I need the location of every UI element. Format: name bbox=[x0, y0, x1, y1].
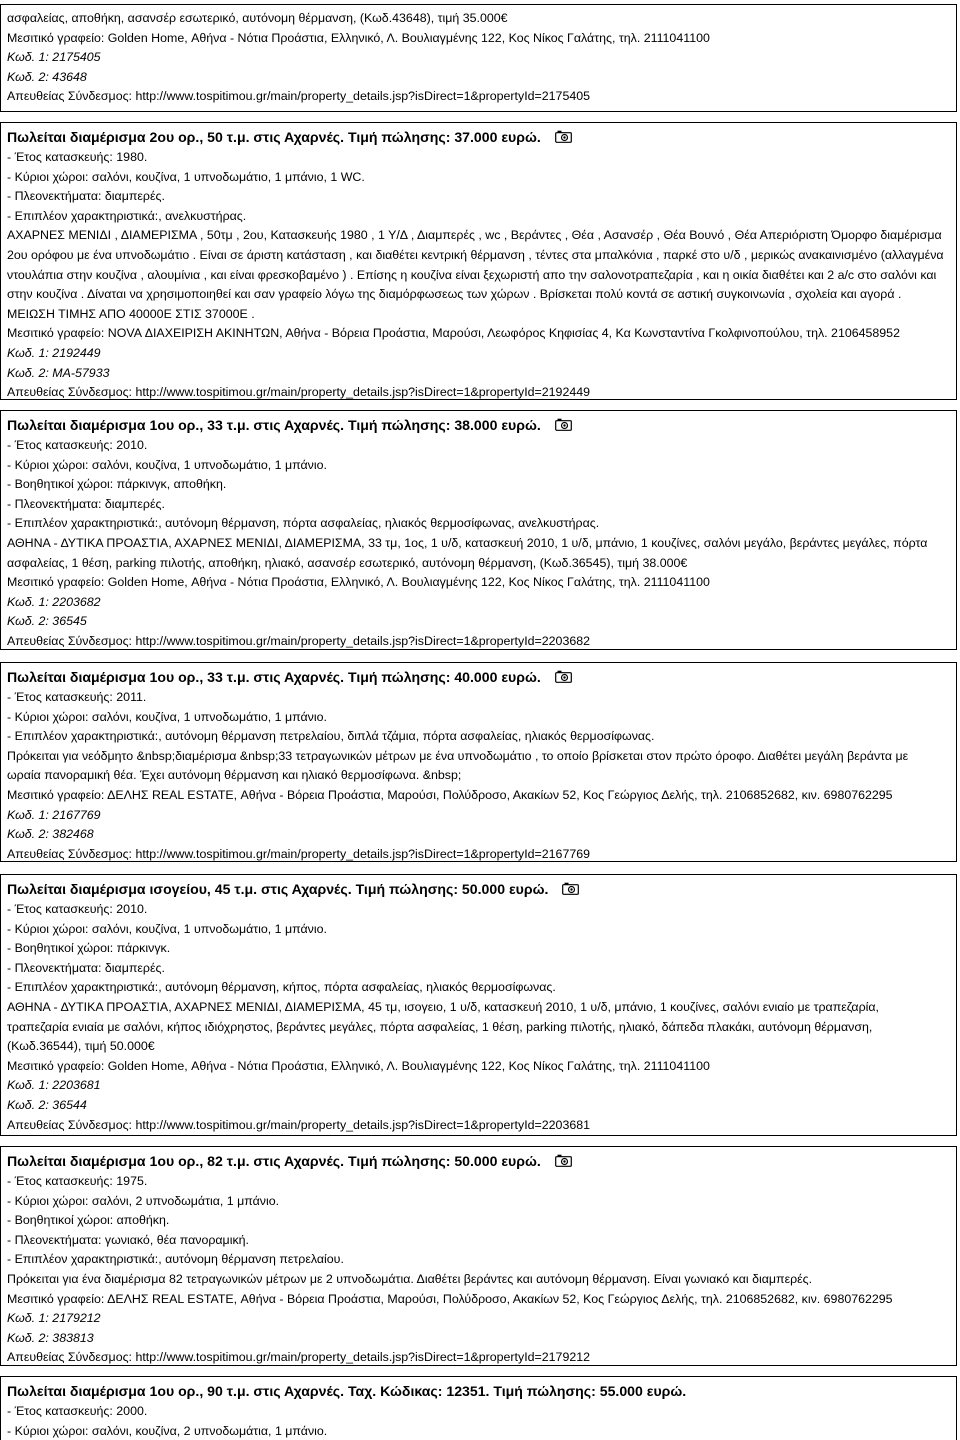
feature-item: - Έτος κατασκευής: 2010. bbox=[7, 902, 148, 916]
listing-card bbox=[0, 1146, 957, 1366]
feature-item: - Κύριοι χώροι: σαλόνι, κουζίνα, 2 υπνοδωμάτια, 1 μπάνιο. bbox=[7, 1423, 328, 1438]
listing-title bbox=[7, 878, 956, 900]
code-2: Κωδ. 2: 43648 bbox=[7, 69, 87, 84]
code-1: Κωδ. 1: 2179212 bbox=[7, 1311, 101, 1326]
code-1: Κωδ. 1: 2167769 bbox=[7, 807, 101, 822]
camera-icon[interactable] bbox=[555, 670, 572, 683]
agency-text: Μεσιτικό γραφείο: NOVA ΔΙΑΧΕΙΡΙΣΗ ΑΚΙΝΗΤΩΝ, Αθήνα - Βόρεια Προάστια, Μαρούσι, Λεωφόρος Κηφισίας 4, Κα Κωνσταντίνα Γκολφινοπούλου, τηλ. 2106458952 bbox=[7, 326, 900, 341]
listing-title-text: Πωλείται διαμέρισμα 1ου ορ., 82 τ.μ. στις Αχαρνές. Τιμή πώλησης: 50.000 ευρώ. bbox=[7, 1153, 541, 1169]
listing-title-text: Πωλείται διαμέρισμα 2ου ορ., 50 τ.μ. στις Αχαρνές. Τιμή πώλησης: 37.000 ευρώ. bbox=[7, 129, 541, 145]
feature-item: - Βοηθητικοί χώροι: πάρκινγκ. bbox=[7, 941, 171, 956]
code-2: Κωδ. 2: 382468 bbox=[7, 827, 94, 842]
feature-item: - Κύριοι χώροι: σαλόνι, κουζίνα, 1 υπνοδωμάτιο, 1 μπάνιο, 1 WC. bbox=[7, 169, 365, 184]
listing-title bbox=[7, 414, 956, 436]
direct-link[interactable]: Απευθείας Σύνδεσμος: http://www.tospitimou.gr/main/property_details.jsp?isDirect=1&propertyId=2175405 bbox=[7, 89, 591, 104]
feature-item: - Επιπλέον χαρακτηριστικά:, αυτόνομη θέρμανση πετρελαίου, διπλά τζάμια, πόρτα ασφαλείας, ηλιακός θερμοσίφωνας. bbox=[7, 729, 655, 744]
feature-item: - Επιπλέον χαρακτηριστικά:, ανελκυστήρας. bbox=[7, 208, 247, 223]
feature-item: - Πλεονεκτήματα: γωνιακό, θέα πανοραμική. bbox=[7, 1232, 249, 1247]
direct-link[interactable]: Απευθείας Σύνδεσμος: http://www.tospitimou.gr/main/property_details.jsp?isDirect=1&propertyId=2192449 bbox=[7, 385, 591, 400]
listing-title-text: Πωλείται διαμέρισμα 1ου ορ., 33 τ.μ. στις Αχαρνές. Τιμή πώλησης: 40.000 ευρώ. bbox=[7, 669, 541, 685]
code-2: Κωδ. 2: 36545 bbox=[7, 614, 87, 629]
listing-title-text: Πωλείται διαμέρισμα ισογείου, 45 τ.μ. στις Αχαρνές. Τιμή πώλησης: 50.000 ευρώ. bbox=[7, 881, 549, 897]
agency-text: Μεσιτικό γραφείο: Golden Home, Αθήνα - Νότια Προάστια, Ελληνικό, Λ. Βουλιαγμένης 122, Κος Νίκος Γαλάτης, τηλ. 2111041100 bbox=[7, 575, 710, 590]
listing-title bbox=[7, 1150, 956, 1172]
feature-item: - Κύριοι χώροι: σαλόνι, κουζίνα, 1 υπνοδωμάτιο, 1 μπάνιο. bbox=[7, 709, 327, 724]
feature-item: - Κύριοι χώροι: σαλόνι, κουζίνα, 1 υπνοδωμάτιο, 1 μπάνιο. bbox=[7, 457, 327, 472]
feature-item: - Έτος κατασκευής: 1980. bbox=[7, 150, 148, 164]
camera-icon[interactable] bbox=[555, 130, 572, 143]
listing-title bbox=[7, 666, 956, 688]
feature-item: - Κύριοι χώροι: σαλόνι, κουζίνα, 1 υπνοδωμάτιο, 1 μπάνιο. bbox=[7, 921, 327, 936]
description-text: ΑΧΑΡΝΕΣ ΜΕΝΙΔΙ , ΔΙΑΜΕΡΙΣΜΑ , 50τμ , 2ου, Κατασκευής 1980 , 1 Υ/Δ , Διαμπερές , wc , Βεράντες , Θέα , Ασανσέρ , Θέα Βουνό , Θέα Απεριόριστη Όμορφο διαμέρισμα 2ου ορόφου με ένα υπνοδωμάτιο . Είναι σε άριστη κατάσταση , και διαθέτει κεντρική θέρμανση , τέντες στα μπαλκόνια , παρκέ στο υ/δ , μερικώς ανακαινισμένο (αλλαγμένα ντουλάπια στην κουζίνα , αλουμίνια , και είναι φρεσκοβαμένο ) . Επίσης η κουζίνα είναι ξεχωριστή απο την σαλονοτραπεζαρία , και η οικία διαθέτει και 2 a/c στο σαλόνι και στην κουζίνα . Δίναται να χρησιμοποιηθεί και σαν γραφείο λόγω της διαμόρφωσεως των χώρων . Βρίσκεται πολύ κοντά σε αστική συγκοινωνία , σχολεία και αγορά . ΜΕΙΩΣΗ ΤΙΜΗΣ ΑΠΟ 40000Ε ΣΤΙΣ 37000Ε . bbox=[7, 228, 944, 321]
code-1: Κωδ. 1: 2192449 bbox=[7, 345, 101, 360]
code-2: Κωδ. 2: 383813 bbox=[7, 1330, 94, 1345]
listing-title bbox=[7, 126, 956, 148]
listing-title: Πωλείται διαμέρισμα 1ου ορ., 90 τ.μ. στις Αχαρνές. Ταχ. Κώδικας: 12351. Τιμή πώλησης: 55.000 ευρώ. bbox=[7, 1383, 687, 1399]
description-text: ΑΘΗΝΑ - ΔΥΤΙΚΑ ΠΡΟΑΣΤΙΑ, ΑΧΑΡΝΕΣ ΜΕΝΙΔΙ, ΔΙΑΜΕΡΙΣΜΑ, 33 τμ, 1ος, 1 υ/δ, κατασκευή 2010, 1 υ/δ, μπάνιο, 1 κουζίνες, σαλόνι μεγάλο, βεράντες μεγάλες, πόρτα ασφαλείας, 1 θέση, parking πιλοτής, αποθήκη, ηλιακό, ασανσέρ εσωτερικό, αυτόνομη θέρμανση, (Κωδ.36545), τιμή 38.000€ bbox=[7, 535, 928, 570]
agency-text: Μεσιτικό γραφείο: Golden Home, Αθήνα - Νότια Προάστια, Ελληνικό, Λ. Βουλιαγμένης 122, Κος Νίκος Γαλάτης, τηλ. 2111041100 bbox=[7, 1058, 710, 1073]
feature-item: - Πλεονεκτήματα: διαμπερές. bbox=[7, 960, 165, 975]
code-2: Κωδ. 2: 36544 bbox=[7, 1097, 87, 1112]
description-text: Πρόκειται για ένα διαμέρισμα 82 τετραγωνικών μέτρων με 2 υπνοδωμάτια. Διαθέτει βεράντες και αυτόνομη θέρμανση. Είναι γωνιακό και διαμπερές. bbox=[7, 1271, 813, 1286]
listing-title-text: Πωλείται διαμέρισμα 1ου ορ., 33 τ.μ. στις Αχαρνές. Τιμή πώλησης: 38.000 ευρώ. bbox=[7, 417, 541, 433]
camera-icon[interactable] bbox=[555, 1154, 572, 1167]
listing-card bbox=[0, 410, 957, 650]
code-2: Κωδ. 2: ΜΑ-57933 bbox=[7, 365, 110, 380]
feature-item: - Έτος κατασκευής: 1975. bbox=[7, 1174, 148, 1188]
feature-item: - Επιπλέον χαρακτηριστικά:, αυτόνομη θέρμανση πετρελαίου. bbox=[7, 1252, 344, 1267]
direct-link[interactable]: Απευθείας Σύνδεσμος: http://www.tospitimou.gr/main/property_details.jsp?isDirect=1&propertyId=2203681 bbox=[7, 1117, 591, 1132]
listing-continuation bbox=[0, 4, 957, 112]
direct-link[interactable]: Απευθείας Σύνδεσμος: http://www.tospitimou.gr/main/property_details.jsp?isDirect=1&propertyId=2203682 bbox=[7, 633, 591, 648]
feature-item: - Επιπλέον χαρακτηριστικά:, αυτόνομη θέρμανση, πόρτα ασφαλείας, ηλιακός θερμοσίφωνας, ανελκυστήρας. bbox=[7, 516, 600, 531]
description-text: ασφαλείας, αποθήκη, ασανσέρ εσωτερικό, αυτόνομη θέρμανση, (Κωδ.43648), τιμή 35.000€ bbox=[7, 11, 508, 25]
camera-icon[interactable] bbox=[562, 882, 579, 895]
description-text: Πρόκειται για νεόδμητο &nbsp;διαμέρισμα &nbsp;33 τετραγωνικών μέτρων με ένα υπνοδωμάτιο , το οποίο βρίσκεται στον πρώτο όροφο. Διαθέτει μεγάλη βεράντα με ωραία πανοραμική θέα. Έχει αυτόνομη θέρμανση και ηλιακό θερμοσίφωνα. &nbsp; bbox=[7, 748, 909, 783]
code-1: Κωδ. 1: 2203681 bbox=[7, 1078, 101, 1093]
camera-icon[interactable] bbox=[555, 418, 572, 431]
listing-card bbox=[0, 874, 957, 1136]
direct-link[interactable]: Απευθείας Σύνδεσμος: http://www.tospitimou.gr/main/property_details.jsp?isDirect=1&propertyId=2167769 bbox=[7, 846, 591, 861]
feature-item: - Πλεονεκτήματα: διαμπερές. bbox=[7, 496, 165, 511]
listing-card bbox=[0, 1376, 957, 1440]
listing-card bbox=[0, 662, 957, 862]
agency-text: Μεσιτικό γραφείο: ΔΕΛΗΣ REAL ESTATE, Αθήνα - Βόρεια Προάστια, Μαρούσι, Πολύδροσο, Ακακίων 52, Κος Γεώργιος Δελής, τηλ. 2106852682, κιν. 6980762295 bbox=[7, 1291, 893, 1306]
agency-text: Μεσιτικό γραφείο: ΔΕΛΗΣ REAL ESTATE, Αθήνα - Βόρεια Προάστια, Μαρούσι, Πολύδροσο, Ακακίων 52, Κος Γεώργιος Δελής, τηλ. 2106852682, κιν. 6980762295 bbox=[7, 787, 893, 802]
feature-item: - Έτος κατασκευής: 2011. bbox=[7, 690, 147, 704]
feature-item: - Έτος κατασκευής: 2000. bbox=[7, 1404, 148, 1418]
feature-item: - Πλεονεκτήματα: διαμπερές. bbox=[7, 189, 165, 204]
listing-card bbox=[0, 122, 957, 400]
description-text: ΑΘΗΝΑ - ΔΥΤΙΚΑ ΠΡΟΑΣΤΙΑ, ΑΧΑΡΝΕΣ ΜΕΝΙΔΙ, ΔΙΑΜΕΡΙΣΜΑ, 45 τμ, ισογειο, 1 υ/δ, κατασκευή 2010, 1 υ/δ, μπάνιο, 1 κουζίνες, σαλόνι ενιαίο με τραπεζαρία, τραπεζαρία ενιαία με σαλόνι, κήπος ιδιόχρηστος, βεράντες μεγάλες, πόρτα ασφαλείας, 1 θέση, parking πιλοτής, ηλιακό, δάπεδα πλακάκι, αυτόνομη θέρμανση, (Κωδ.36544), τιμή 50.000€ bbox=[7, 999, 879, 1054]
code-1: Κωδ. 1: 2175405 bbox=[7, 50, 101, 65]
agency-text: Μεσιτικό γραφείο: Golden Home, Αθήνα - Νότια Προάστια, Ελληνικό, Λ. Βουλιαγμένης 122, Κος Νίκος Γαλάτης, τηλ. 2111041100 bbox=[7, 30, 710, 45]
direct-link[interactable]: Απευθείας Σύνδεσμος: http://www.tospitimou.gr/main/property_details.jsp?isDirect=1&propertyId=2179212 bbox=[7, 1350, 591, 1365]
feature-item: - Βοηθητικοί χώροι: πάρκινγκ, αποθήκη. bbox=[7, 477, 227, 492]
feature-item: - Έτος κατασκευής: 2010. bbox=[7, 438, 148, 452]
feature-item: - Κύριοι χώροι: σαλόνι, 2 υπνοδωμάτια, 1 μπάνιο. bbox=[7, 1193, 280, 1208]
feature-item: - Βοηθητικοί χώροι: αποθήκη. bbox=[7, 1213, 170, 1228]
code-1: Κωδ. 1: 2203682 bbox=[7, 594, 101, 609]
feature-item: - Επιπλέον χαρακτηριστικά:, αυτόνομη θέρμανση, κήπος, πόρτα ασφαλείας, ηλιακός θερμοσίφωνας. bbox=[7, 980, 556, 995]
